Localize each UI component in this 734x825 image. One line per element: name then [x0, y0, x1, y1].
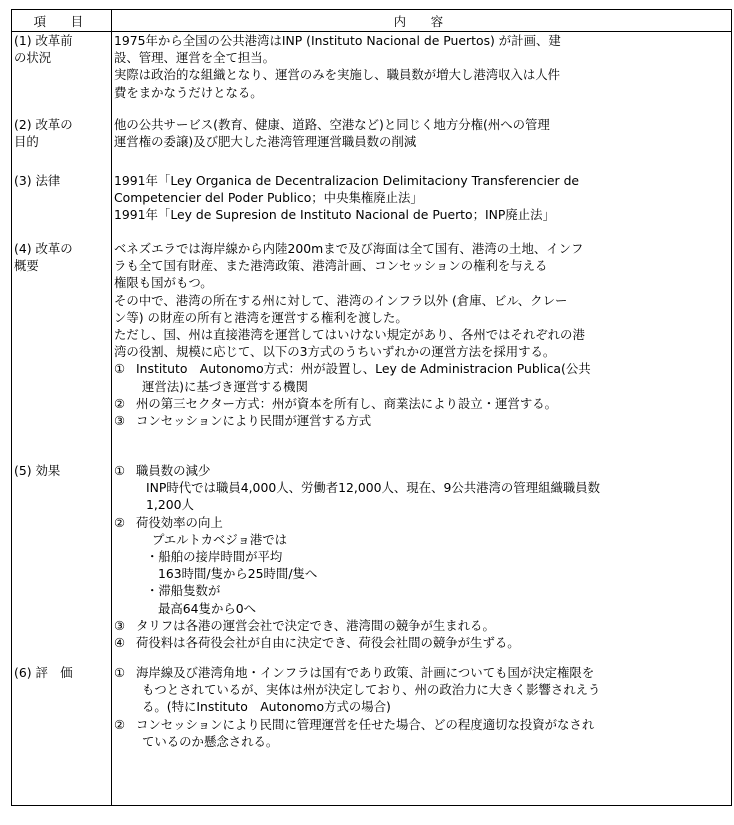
effect-item: ① 職員数の減少: [114, 463, 211, 478]
header-item: 項 目: [12, 10, 112, 32]
section-2-content: 他の公共サービス(教育、健康、道路、空港など)と同じく地方分権(州への管理 運営権の委譲)及び肥大した港湾管理運営職員数の削減: [114, 117, 550, 150]
section-4-content: ベネズエラでは海岸線から内陸200mまで及び海面は全て国有、港湾の土地、インフ ラも全て国有財産、また港湾政策、港湾計画、コンセッションの権利を与える 権限も国がもつ。 その中で、港湾の所在する州に対して、港湾のインフラ以外 (倉庫、ビル、クレー ン等) の財産の所有と港湾を運営する権利を渡した。 ただし、国、州は直接港湾を運営してはいけない規定があり、各州ではそれぞれの港 湾の役割、規模に応じて、以下の3方式のうちいずれかの運営方法を採用する。 ① Instituto Autonomo方式：州が設置し、Ley de Administracion Publica(公共 運営法)に基づき運営する機関 ② 州の第三セクター方式：州が資本を所有し、商業法により設立・運営する。 ③ コンセッションにより民間が運営する方式: [112, 240, 731, 446]
label-4: (4) 改革の 概要: [14, 241, 73, 273]
effect-item: ③ タリフは各港の運営会社で決定でき、港湾間の競争が生まれる。: [114, 617, 495, 633]
method-item: ② 州の第三セクター方式：州が資本を所有し、商業法により設立・運営する。: [114, 395, 558, 411]
body-row: [12, 32, 732, 806]
label-6: (6) 評 価: [14, 665, 73, 680]
method-item: ① Instituto Autonomo方式：州が設置し、Ley de Administracion Publica(公共: [114, 361, 591, 377]
section-1-content: 1975年から全国の公共港湾はINP (Instituto Nacional de Puertos) が計画、建 設、管理、運営を全て担当。 実際は政治的な組織となり、運営のみを実施し、職員数が増大し港湾収入は人件 費をまかなうだけとなる。: [114, 33, 561, 100]
evaluation-item: ② コンセッションにより民間に管理運営を任せた場合、どの程度適切な投資がなされ: [114, 716, 595, 732]
section-3-content: 1991年「Ley Organica de Decentralizacion Delimitaciony Transferencier de Competencier del Poder Publico；中央集権廃止法」 1991年「Ley de Supresion de Instituto Nacional de Puerto；INP廃止法」: [114, 173, 580, 223]
label-5: (5) 効果: [14, 463, 61, 478]
effect-item: ④ 荷役料は各荷役会社が自由に決定でき、荷役会社間の競争が生ずる。: [114, 635, 520, 651]
reform-table: [11, 9, 732, 806]
label-2: (2) 改革の 目的: [14, 117, 73, 149]
method-item: ③ コンセッションにより民間が運営する方式: [114, 413, 372, 429]
effect-item: ② 荷役効率の向上: [114, 514, 223, 530]
header-row: [12, 10, 732, 32]
content-column: [112, 32, 732, 806]
section-6-content: ① 海岸線及び港湾角地・インフラは国有であり政策、計画についても国が決定権限を もつとされているが、実体は州が決定しており、州の政治力に大きく影響されえう る。(特にInstituto Autonomo方式の場合) ② コンセッションにより民間に管理運営を任せた場合、どの程度適切な投資がなされ ているのか懸念される。: [112, 664, 731, 750]
evaluation-item: ① 海岸線及び港湾角地・インフラは国有であり政策、計画についても国が決定権限を: [114, 665, 595, 680]
header-content: 内 容: [112, 10, 732, 32]
label-1: (1) 改革前 の状況: [14, 33, 73, 65]
label-3: (3) 法律: [14, 173, 61, 188]
section-5-content: ① 職員数の減少 INP時代では職員4,000人、労働者12,000人、現在、9公共港湾の管理組織職員数 1,200人 ② 荷役効率の向上 プエルトカベジョ港では ・船舶の接岸時間が平均 163時間/隻から25時間/隻へ ・滞船隻数が 最高64隻から0へ ③ タリフは各港の運営会社で決定でき、港湾間の競争が生まれる。 ④ 荷役料は各荷役会社が自由に決定でき、荷役会社間の競争が生ずる。: [112, 462, 731, 652]
label-column: [12, 32, 112, 806]
